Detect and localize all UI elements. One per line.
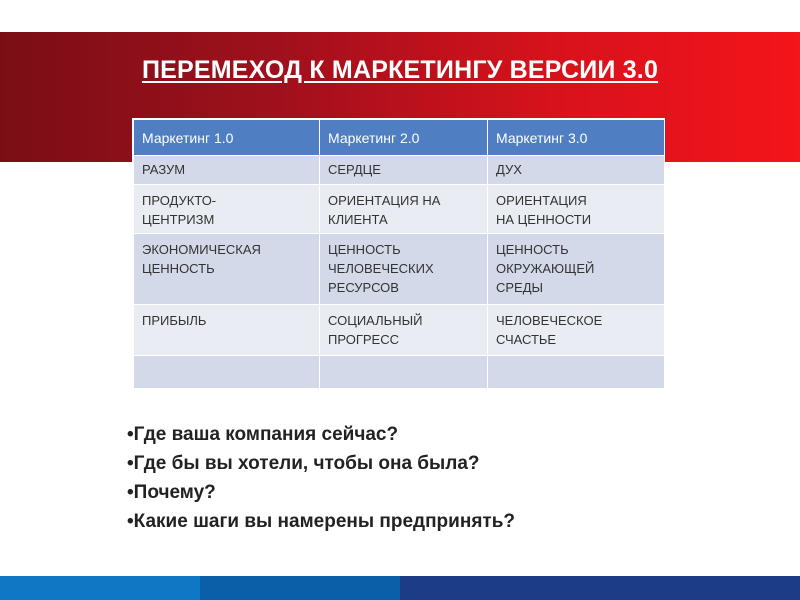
table-cell: [488, 356, 665, 389]
question-item: • Где ваша компания сейчас?: [127, 420, 515, 449]
table-cell: СОЦИАЛЬНЫЙ ПРОГРЕСС: [320, 305, 488, 356]
table-row: [134, 185, 665, 234]
table-cell: ЦЕННОСТЬ ОКРУЖАЮЩЕЙ СРЕДЫ: [488, 234, 665, 305]
footer-segment: [0, 576, 200, 600]
header-marketing-1: Маркетинг 1.0: [134, 120, 320, 156]
table-cell: ОРИЕНТАЦИЯ НА ЦЕННОСТИ: [488, 185, 665, 234]
header-marketing-3: Маркетинг 3.0: [488, 120, 665, 156]
table-cell: СЕРДЦЕ: [320, 156, 488, 185]
header-marketing-2: Маркетинг 2.0: [320, 120, 488, 156]
footer-bar: [0, 576, 800, 600]
question-item: • Где бы вы хотели, чтобы она была?: [127, 449, 515, 478]
questions-list: [127, 420, 515, 536]
table-cell: ЧЕЛОВЕЧЕСКОЕ СЧАСТЬЕ: [488, 305, 665, 356]
table-header-row: [134, 120, 665, 156]
question-item: • Какие шаги вы намерены предпринять?: [127, 507, 515, 536]
table-cell: РАЗУМ: [134, 156, 320, 185]
table-cell: ПРИБЫЛЬ: [134, 305, 320, 356]
table-cell: ОРИЕНТАЦИЯ НА КЛИЕНТА: [320, 185, 488, 234]
footer-segment: [400, 576, 800, 600]
comparison-table: [132, 118, 665, 390]
table-row-empty: [134, 356, 665, 389]
table-row: [134, 156, 665, 185]
table-row: [134, 234, 665, 305]
table-row: [134, 305, 665, 356]
table-cell: ЦЕННОСТЬ ЧЕЛОВЕЧЕСКИХ РЕСУРСОВ: [320, 234, 488, 305]
table-cell: ЭКОНОМИЧЕСКАЯ ЦЕННОСТЬ: [134, 234, 320, 305]
table-cell: [320, 356, 488, 389]
table-cell: ДУХ: [488, 156, 665, 185]
question-item: • Почему?: [127, 478, 515, 507]
slide-title: ПЕРЕМЕХОД К МАРКЕТИНГУ ВЕРСИИ 3.0: [141, 56, 659, 84]
footer-segment: [200, 576, 400, 600]
table-cell: [134, 356, 320, 389]
table-cell: ПРОДУКТО- ЦЕНТРИЗМ: [134, 185, 320, 234]
